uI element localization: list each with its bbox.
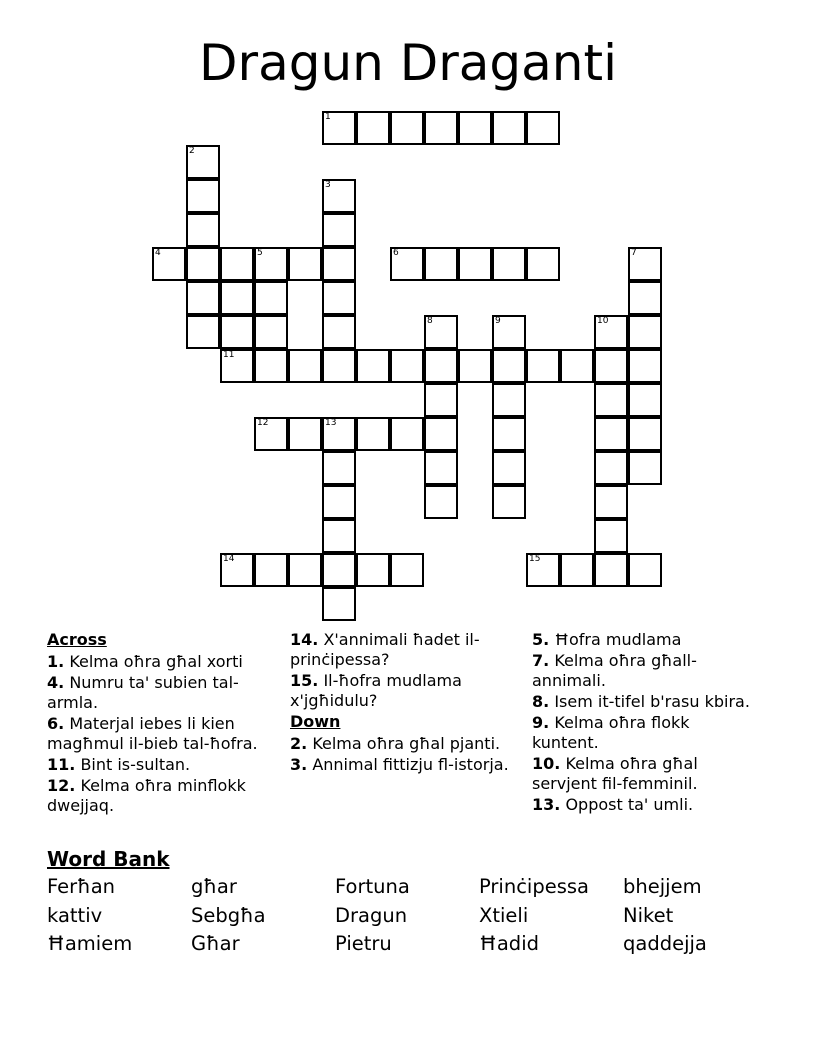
grid-cell[interactable] — [628, 349, 662, 383]
word-bank-item: Għar — [191, 932, 240, 955]
clue-number-label: 5. — [532, 630, 550, 649]
grid-cell[interactable] — [220, 349, 254, 383]
across-heading: Across — [47, 630, 107, 649]
clue-text: Ħofra mudlama — [554, 630, 682, 649]
clue-text: Bint is-sultan. — [80, 755, 191, 774]
word-bank-item: bhejjem — [623, 875, 702, 898]
grid-cell[interactable] — [492, 417, 526, 451]
grid-cell[interactable] — [186, 213, 220, 247]
clue-item — [47, 776, 287, 816]
clue-item — [532, 630, 752, 650]
clue-item — [290, 671, 520, 711]
grid-cell[interactable] — [628, 247, 662, 281]
grid-cell[interactable] — [492, 485, 526, 519]
grid-cell[interactable] — [254, 281, 288, 315]
clue-item — [532, 795, 752, 815]
grid-cell[interactable] — [390, 247, 424, 281]
clue-number-label: 1. — [47, 652, 65, 671]
grid-cell[interactable] — [220, 247, 254, 281]
grid-cell[interactable] — [492, 451, 526, 485]
grid-cell[interactable] — [152, 247, 186, 281]
word-bank-item: għar — [191, 875, 237, 898]
grid-cell[interactable] — [424, 247, 458, 281]
grid-cell[interactable] — [424, 451, 458, 485]
word-bank-item: Ferħan — [47, 875, 116, 898]
clue-text: Il-ħofra mudlama x'jgħidulu? — [290, 671, 462, 710]
grid-cell[interactable] — [526, 247, 560, 281]
clue-number: 15 — [529, 554, 541, 564]
clue-item — [47, 714, 287, 754]
grid-cell[interactable] — [424, 485, 458, 519]
grid-cell[interactable] — [220, 315, 254, 349]
grid-cell[interactable] — [220, 553, 254, 587]
word-bank-item: kattiv — [47, 903, 103, 927]
clue-number: 13 — [325, 418, 337, 428]
grid-cell[interactable] — [322, 587, 356, 621]
grid-cell[interactable] — [322, 111, 356, 145]
clue-number-label: 13. — [532, 795, 561, 814]
clue-text: Kelma oħra minflokk dwejjaq. — [47, 776, 246, 815]
clue-item — [290, 734, 520, 754]
clues-column-2 — [290, 630, 520, 776]
clue-text: Annimal fittizju fl-istorja. — [312, 755, 509, 774]
grid-cell[interactable] — [322, 349, 356, 383]
clue-item — [532, 754, 752, 794]
clue-text: Kelma oħra flokk kuntent. — [532, 713, 690, 752]
clue-number-label: 11. — [47, 755, 76, 774]
grid-cell[interactable] — [492, 111, 526, 145]
clue-number: 9 — [495, 316, 501, 326]
clues-column-3 — [532, 630, 752, 816]
clue-number-label: 15. — [290, 671, 319, 690]
grid-cell[interactable] — [560, 349, 594, 383]
page-title: Dragun Draganti — [199, 34, 617, 92]
grid-cell[interactable] — [458, 349, 492, 383]
grid-cell[interactable] — [594, 315, 628, 349]
grid-cell[interactable] — [492, 315, 526, 349]
grid-cell[interactable] — [356, 349, 390, 383]
clue-number-label: 3. — [290, 755, 308, 774]
word-bank-title: Word Bank — [47, 847, 170, 871]
clue-number-label: 14. — [290, 630, 319, 649]
grid-cell[interactable] — [288, 417, 322, 451]
clue-number: 6 — [393, 248, 399, 258]
clue-text: Kelma oħra għall-annimali. — [532, 651, 697, 690]
grid-cell[interactable] — [186, 145, 220, 179]
clue-number-label: 7. — [532, 651, 550, 670]
clue-number-label: 8. — [532, 692, 550, 711]
clue-number: 8 — [427, 316, 433, 326]
grid-cell[interactable] — [628, 315, 662, 349]
word-bank-item: Sebgħa — [191, 903, 266, 927]
grid-cell[interactable] — [322, 213, 356, 247]
grid-cell[interactable] — [424, 383, 458, 417]
word-bank-item: Fortuna — [335, 875, 410, 898]
grid-cell[interactable] — [322, 315, 356, 349]
grid-cell[interactable] — [492, 247, 526, 281]
grid-cell[interactable] — [526, 553, 560, 587]
clue-number-label: 12. — [47, 776, 76, 795]
clue-item — [290, 630, 520, 670]
clue-number: 14 — [223, 554, 235, 564]
clue-text: Isem it-tifel b'rasu kbira. — [554, 692, 750, 711]
word-bank — [47, 873, 787, 959]
clue-number: 11 — [223, 350, 235, 360]
word-bank-item: Dragun — [335, 903, 408, 927]
clue-number: 7 — [631, 248, 637, 258]
grid-cell[interactable] — [390, 553, 424, 587]
grid-cell[interactable] — [356, 417, 390, 451]
clue-item — [47, 673, 287, 713]
word-bank-item: Pietru — [335, 932, 392, 955]
grid-cell[interactable] — [628, 553, 662, 587]
grid-cell[interactable] — [186, 179, 220, 213]
clue-text: Kelma oħra għal pjanti. — [312, 734, 501, 753]
grid-cell[interactable] — [628, 451, 662, 485]
clue-item — [532, 651, 752, 691]
grid-cell[interactable] — [628, 383, 662, 417]
clue-number-label: 10. — [532, 754, 561, 773]
grid-cell[interactable] — [254, 417, 288, 451]
clue-number-label: 6. — [47, 714, 65, 733]
grid-cell[interactable] — [594, 519, 628, 553]
grid-cell[interactable] — [322, 553, 356, 587]
grid-cell[interactable] — [594, 349, 628, 383]
grid-cell[interactable] — [390, 417, 424, 451]
clues-column-1 — [47, 630, 287, 817]
clue-item — [532, 713, 752, 753]
grid-cell[interactable] — [322, 485, 356, 519]
grid-cell[interactable] — [424, 111, 458, 145]
clue-number: 1 — [325, 112, 331, 122]
grid-cell[interactable] — [254, 349, 288, 383]
grid-cell[interactable] — [458, 111, 492, 145]
word-bank-item: Prinċipessa — [479, 875, 589, 898]
grid-cell[interactable] — [628, 417, 662, 451]
grid-cell[interactable] — [186, 315, 220, 349]
grid-cell[interactable] — [322, 179, 356, 213]
clue-number-label: 9. — [532, 713, 550, 732]
clue-text: Kelma oħra għal servjent fil-femminil. — [532, 754, 698, 793]
grid-cell[interactable] — [186, 247, 220, 281]
grid-cell[interactable] — [526, 349, 560, 383]
word-bank-item: qaddejja — [623, 932, 707, 955]
grid-cell[interactable] — [628, 281, 662, 315]
word-bank-item: Ħamiem — [47, 932, 133, 955]
grid-cell[interactable] — [424, 417, 458, 451]
clue-text: Materjal iebes li kien magħmul il-bieb tal-ħofra. — [47, 714, 258, 753]
clue-text: X'annimali ħadet il-prinċipessa? — [290, 630, 480, 669]
grid-cell[interactable] — [186, 281, 220, 315]
grid-cell[interactable] — [526, 111, 560, 145]
grid-cell[interactable] — [492, 349, 526, 383]
clue-number: 4 — [155, 248, 161, 258]
clue-item — [47, 755, 287, 775]
grid-cell[interactable] — [492, 383, 526, 417]
clue-text: Numru ta' subien tal-armla. — [47, 673, 239, 712]
grid-cell[interactable] — [356, 111, 390, 145]
grid-cell[interactable] — [254, 553, 288, 587]
clue-number: 10 — [597, 316, 609, 326]
grid-cell[interactable] — [594, 383, 628, 417]
clue-number-label: 2. — [290, 734, 308, 753]
clue-number: 3 — [325, 180, 331, 190]
grid-cell[interactable] — [288, 553, 322, 587]
grid-cell[interactable] — [356, 553, 390, 587]
grid-cell[interactable] — [288, 247, 322, 281]
word-bank-item: Niket — [623, 903, 674, 927]
grid-cell[interactable] — [390, 349, 424, 383]
grid-cell[interactable] — [594, 417, 628, 451]
grid-cell[interactable] — [322, 247, 356, 281]
clue-number-label: 4. — [47, 673, 65, 692]
grid-cell[interactable] — [254, 247, 288, 281]
grid-cell[interactable] — [254, 315, 288, 349]
down-heading: Down — [290, 712, 341, 731]
word-bank-item: Xtieli — [479, 903, 529, 927]
clue-item — [290, 755, 520, 775]
grid-cell[interactable] — [220, 281, 254, 315]
grid-cell[interactable] — [424, 349, 458, 383]
grid-cell[interactable] — [594, 485, 628, 519]
grid-cell[interactable] — [458, 247, 492, 281]
grid-cell[interactable] — [322, 417, 356, 451]
grid-cell[interactable] — [322, 519, 356, 553]
clue-number: 2 — [189, 146, 195, 156]
clue-item — [532, 692, 752, 712]
word-bank-item: Ħadid — [479, 932, 539, 955]
clue-item — [47, 652, 287, 672]
grid-cell[interactable] — [390, 111, 424, 145]
grid-cell[interactable] — [322, 451, 356, 485]
clue-number: 12 — [257, 418, 269, 428]
grid-cell[interactable] — [594, 553, 628, 587]
grid-cell[interactable] — [288, 349, 322, 383]
clue-number: 5 — [257, 248, 263, 258]
grid-cell[interactable] — [560, 553, 594, 587]
clue-text: Oppost ta' umli. — [565, 795, 694, 814]
clue-text: Kelma oħra għal xorti — [69, 652, 243, 671]
grid-cell[interactable] — [322, 281, 356, 315]
grid-cell[interactable] — [424, 315, 458, 349]
grid-cell[interactable] — [594, 451, 628, 485]
